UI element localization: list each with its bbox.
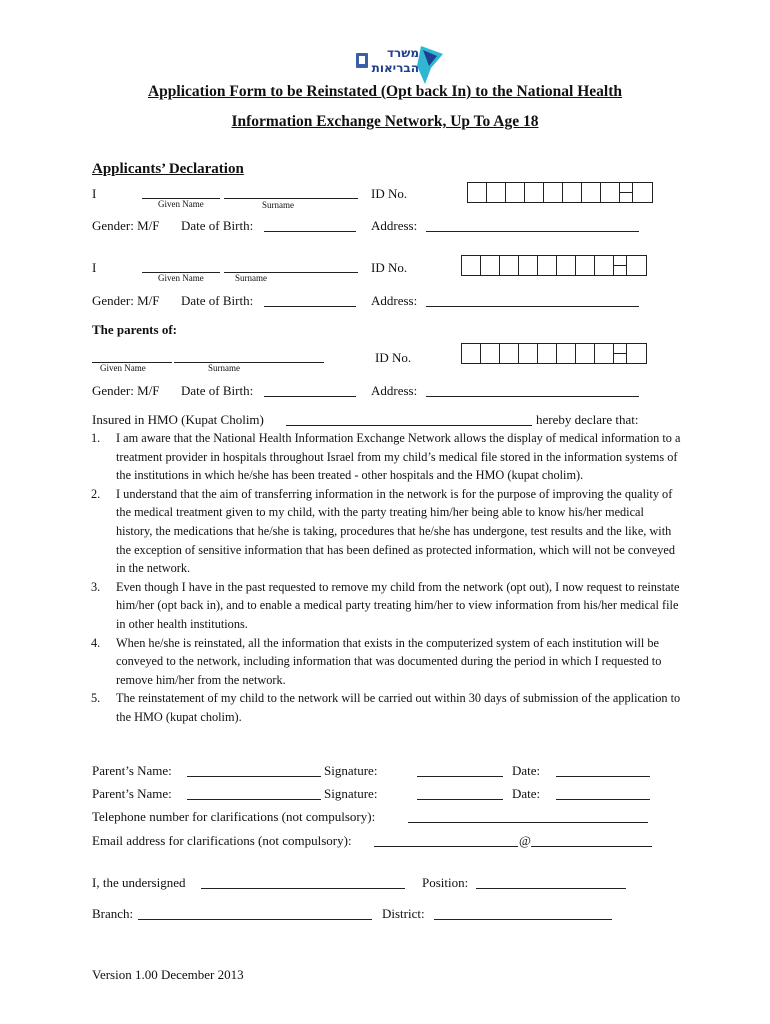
applicant-2-given-name-caption: Given Name bbox=[158, 273, 204, 283]
applicant-2-id-label: ID No. bbox=[371, 260, 408, 275]
declaration-item bbox=[91, 485, 681, 578]
ministry-logo bbox=[355, 44, 445, 86]
declaration-text: When he/she is reinstated, all the information that exists in the computerized system of each institution will be conveyed to the network, including information that was documented during the period in which I requested to remove him/her from the network. bbox=[116, 635, 662, 687]
undersigned-label: I, the undersigned bbox=[92, 875, 186, 890]
applicant-1-surname-caption: Surname bbox=[262, 200, 294, 210]
position-field[interactable] bbox=[476, 888, 626, 889]
parent-2-signature-label: Signature: bbox=[324, 786, 378, 801]
declaration-number: 4. bbox=[91, 635, 101, 650]
declaration-text: I am aware that the National Health Information Exchange Network allows the display of medical information to a treatment provider in hospitals throughout Israel from my child’s medical file stored in the information systems of the institutions in which he/she has been treated - other hospitals and the HMO (kupat cholim). bbox=[116, 431, 681, 483]
child-address-field[interactable] bbox=[426, 396, 639, 397]
email-user-field[interactable] bbox=[374, 846, 518, 847]
telephone-label: Telephone number for clarifications (not compulsory): bbox=[92, 809, 376, 824]
applicant-1-id-label: ID No. bbox=[371, 186, 408, 201]
insured-hmo-suffix: hereby declare that: bbox=[536, 412, 639, 427]
child-id-number-boxes[interactable] bbox=[461, 343, 647, 364]
parents-heading: The parents of: bbox=[92, 322, 177, 337]
child-surname-field[interactable] bbox=[174, 362, 324, 363]
parent-2-name-label: Parent’s Name: bbox=[92, 786, 172, 801]
email-label: Email address for clarifications (not compulsory): bbox=[92, 833, 352, 848]
district-field[interactable] bbox=[434, 919, 612, 920]
position-label: Position: bbox=[422, 875, 469, 890]
applicant-2-address-label: Address: bbox=[371, 293, 418, 308]
child-address-label: Address: bbox=[371, 383, 418, 398]
parent-1-name-field[interactable] bbox=[187, 776, 321, 777]
declaration-number: 3. bbox=[91, 579, 101, 594]
insured-hmo-label: Insured in HMO (Kupat Cholim) bbox=[92, 412, 264, 427]
applicant-2-i-label: I bbox=[92, 260, 97, 275]
parent-1-name-label: Parent’s Name: bbox=[92, 763, 172, 778]
declaration-number: 2. bbox=[91, 486, 101, 501]
applicant-1-i-label: I bbox=[92, 186, 97, 201]
declaration-item bbox=[91, 578, 681, 634]
parent-2-date-label: Date: bbox=[512, 786, 541, 801]
email-at-sign: @ bbox=[519, 833, 531, 848]
undersigned-field[interactable] bbox=[201, 888, 405, 889]
telephone-field[interactable] bbox=[408, 822, 648, 823]
logo-text-line1: משרד bbox=[386, 46, 419, 60]
child-dob-label: Date of Birth: bbox=[181, 383, 254, 398]
applicant-1-address-field[interactable] bbox=[426, 231, 639, 232]
child-dob-field[interactable] bbox=[264, 396, 356, 397]
declaration-text: I understand that the aim of transferring information in the network is for the purpose of improving the quality of the medical treatment given to my child, with the party treating him/her being able to know his/her medical history, the medications that he/she is taking, procedures that he/she has undergone, test results and the like, with the exception of sensitive information that has been defined as protected information, which will not be conveyed in the network. bbox=[116, 486, 675, 576]
applicant-1-id-number-boxes[interactable] bbox=[467, 182, 653, 203]
applicant-1-address-label: Address: bbox=[371, 218, 418, 233]
declaration-item bbox=[91, 689, 681, 726]
declaration-number: 1. bbox=[91, 431, 101, 445]
branch-label: Branch: bbox=[92, 906, 134, 921]
parent-2-name-field[interactable] bbox=[187, 799, 321, 800]
applicant-1-dob-field[interactable] bbox=[264, 231, 356, 232]
declaration-list bbox=[91, 429, 681, 727]
declaration-number: 5. bbox=[91, 691, 101, 706]
applicant-1-gender-label: Gender: M/F bbox=[92, 218, 160, 233]
version-footer: Version 1.00 December 2013 bbox=[92, 967, 244, 982]
insured-hmo-field[interactable] bbox=[286, 425, 532, 426]
child-id-label: ID No. bbox=[375, 350, 412, 365]
child-given-name-caption: Given Name bbox=[100, 363, 146, 373]
applicant-1-given-name-caption: Given Name bbox=[158, 199, 204, 209]
declaration-text: Even though I have in the past requested to remove my child from the network (opt out), I now request to reinstate him/her (opt back in), and to enable a medical party treating him/her to view information from his/her medical file in other health institutions. bbox=[116, 579, 680, 631]
applicant-2-id-number-boxes[interactable] bbox=[461, 255, 647, 276]
parent-1-date-field[interactable] bbox=[556, 776, 650, 777]
applicant-1-dob-label: Date of Birth: bbox=[181, 218, 254, 233]
parent-2-date-field[interactable] bbox=[556, 799, 650, 800]
email-domain-field[interactable] bbox=[531, 846, 652, 847]
logo-text-line2: הבריאות bbox=[371, 61, 419, 75]
form-title-line2: Information Exchange Network, Up To Age 18 bbox=[231, 113, 539, 130]
declaration-item bbox=[91, 634, 681, 690]
child-surname-caption: Surname bbox=[208, 363, 240, 373]
child-gender-label: Gender: M/F bbox=[92, 383, 160, 398]
applicant-1-surname-field[interactable] bbox=[224, 198, 358, 199]
parent-1-date-label: Date: bbox=[512, 763, 541, 778]
declaration-text: The reinstatement of my child to the network will be carried out within 30 days of submission of the application to the HMO (kupat cholim). bbox=[116, 691, 681, 724]
declaration-heading: Applicants’ Declaration bbox=[92, 161, 244, 177]
parent-2-signature-field[interactable] bbox=[417, 799, 503, 800]
parent-1-signature-field[interactable] bbox=[417, 776, 503, 777]
parent-1-signature-label: Signature: bbox=[324, 763, 378, 778]
applicant-2-gender-label: Gender: M/F bbox=[92, 293, 160, 308]
form-title-line1: Application Form to be Reinstated (Opt back In) to the National Health bbox=[147, 83, 623, 100]
declaration-item bbox=[91, 429, 681, 485]
district-label: District: bbox=[382, 906, 425, 921]
branch-field[interactable] bbox=[138, 919, 372, 920]
applicant-2-address-field[interactable] bbox=[426, 306, 639, 307]
applicant-2-surname-caption: Surname bbox=[235, 273, 267, 283]
applicant-2-dob-label: Date of Birth: bbox=[181, 293, 254, 308]
applicant-2-dob-field[interactable] bbox=[264, 306, 356, 307]
